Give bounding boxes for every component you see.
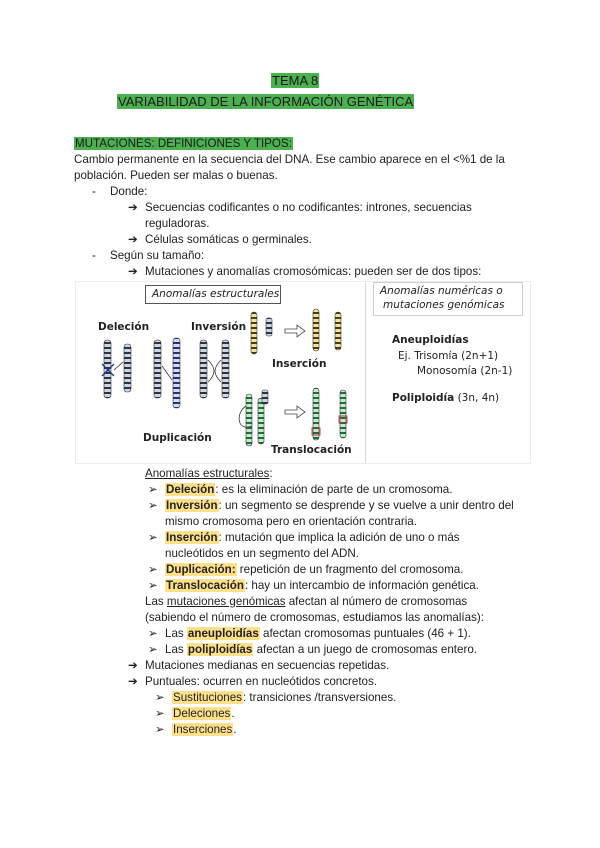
delecion-label: Deleción xyxy=(98,321,150,333)
genomicas-post: afectan al número de cromosomas xyxy=(285,595,468,608)
aneu-post: afectan cromosomas puntuales (46 + 1). xyxy=(259,627,471,640)
deleciones-item xyxy=(172,706,235,721)
triangle-bullet-icon: ➢ xyxy=(155,691,165,704)
inserciones-item xyxy=(172,722,237,737)
triangle-bullet-icon: ➢ xyxy=(148,627,158,640)
arrow-icon: ➔ xyxy=(128,201,138,214)
triangle-bullet-icon: ➢ xyxy=(148,499,158,512)
poliploidias-item xyxy=(165,642,477,657)
medianas-item: Mutaciones medianas en secuencias repetidas. xyxy=(145,659,390,672)
chromosome-figure xyxy=(75,281,531,464)
insercion-label: Inserción xyxy=(272,358,327,370)
section-heading xyxy=(74,136,293,151)
poliploidia-term: Poliploidía xyxy=(392,392,455,404)
inversion-desc-cont: mismo cromosoma pero en orientación contraria. xyxy=(165,515,417,528)
duplicacion-term: Duplicación: xyxy=(166,563,236,576)
poli-term: poliploidías xyxy=(187,643,253,656)
poliploidia-rest: (3n, 4n) xyxy=(454,392,500,404)
tema-title-text: TEMA 8 xyxy=(272,73,319,88)
insercion-chromosomes xyxy=(251,309,341,354)
duplicacion-desc: repetición de un fragmento del cromosoma. xyxy=(236,563,464,576)
inserciones-dot: . xyxy=(233,723,237,736)
inversion-desc: : un segmento se desprende y se vuelve a unir dentro del xyxy=(218,499,514,512)
translocacion-label: Translocación xyxy=(271,444,352,456)
donde-label: Donde: xyxy=(110,185,148,198)
inserciones-term: Inserciones xyxy=(173,723,233,736)
sustituciones-item xyxy=(172,690,396,705)
estructurales-heading-text: Anomalías estructurales xyxy=(145,467,270,480)
duplicacion-label: Duplicación xyxy=(143,432,212,444)
intro-line-1: Cambio permanente en la secuencia del DNA. Ese cambio aparece en el <%1 de la xyxy=(74,153,505,166)
delecion-term: Deleción xyxy=(166,483,215,496)
intro-line-2: población. Pueden ser malas o buenas. xyxy=(74,169,278,182)
inversion-chromosomes xyxy=(200,340,229,398)
delecion-item xyxy=(165,482,452,497)
delecion-chromosomes xyxy=(102,340,131,398)
inversion-item xyxy=(165,498,514,513)
aneuploidias-item xyxy=(165,626,471,641)
tamano-item: Mutaciones y anomalías cromosómicas: pueden ser de dos tipos: xyxy=(145,265,482,278)
insercion-item xyxy=(165,530,460,545)
triangle-bullet-icon: ➢ xyxy=(155,723,165,736)
insercion-desc: : mutación que implica la adición de uno o más xyxy=(218,531,460,544)
triangle-bullet-icon: ➢ xyxy=(148,483,158,496)
donde-bullet: - xyxy=(92,185,96,198)
sustituciones-desc: : transiciones /transversiones. xyxy=(242,691,397,704)
triangle-bullet-icon: ➢ xyxy=(148,563,158,576)
translocacion-chromosomes xyxy=(239,388,347,446)
translocacion-term: Translocación xyxy=(166,579,244,592)
tema-title xyxy=(271,73,319,89)
aneuploidias-label: Aneuploidías xyxy=(392,334,469,346)
estructurales-heading-colon: : xyxy=(269,467,273,480)
triangle-bullet-icon: ➢ xyxy=(148,643,158,656)
inversion-label: Inversión xyxy=(191,321,247,333)
structural-box-title: Anomalías estructurales xyxy=(152,288,280,300)
delecion-desc: : es la eliminación de parte de un cromosoma. xyxy=(215,483,453,496)
arrow-icon: ➔ xyxy=(128,659,138,672)
aneu-pre: Las xyxy=(165,627,187,640)
translocacion-desc: : hay un intercambio de información genética. xyxy=(244,579,479,592)
donde-item-2: Células somáticas o germinales. xyxy=(145,233,312,246)
estructurales-heading xyxy=(145,466,273,481)
insercion-term: Inserción xyxy=(166,531,218,544)
chromosome-drawings xyxy=(76,282,530,463)
numeric-box-title-2: mutaciones genómicas xyxy=(383,299,505,311)
numeric-box-title-1: Anomalías numéricas o xyxy=(380,285,503,297)
tamano-bullet: - xyxy=(92,249,96,262)
donde-item-1-cont: reguladoras. xyxy=(145,217,210,230)
triangle-bullet-icon: ➢ xyxy=(155,707,165,720)
section-heading-text: MUTACIONES: DEFINICIONES Y TIPOS: xyxy=(75,137,292,150)
insercion-desc-cont: nucleótidos en un segmento del ADN. xyxy=(165,547,359,560)
deleciones-term: Deleciones xyxy=(173,707,231,720)
sustituciones-term: Sustituciones xyxy=(173,691,242,704)
page-title xyxy=(117,94,414,110)
deleciones-dot: . xyxy=(231,707,235,720)
arrow-icon: ➔ xyxy=(128,265,138,278)
genomicas-line-2: (sabiendo el número de cromosomas, estudiamos las anomalías): xyxy=(145,611,484,624)
triangle-bullet-icon: ➢ xyxy=(148,579,158,592)
poli-post: afectan a un juego de cromosomas entero. xyxy=(253,643,477,656)
arrow-icon: ➔ xyxy=(128,675,138,688)
monosomia-label: Monosomía (2n-1) xyxy=(417,365,513,377)
genomicas-pre: Las xyxy=(145,595,167,608)
genomicas-line-1 xyxy=(145,594,467,609)
duplicacion-chromosomes xyxy=(154,338,180,408)
poli-pre: Las xyxy=(165,643,187,656)
genomicas-term: mutaciones genómicas xyxy=(166,595,286,608)
page-title-text: VARIABILIDAD DE LA INFORMACIÓN GENÉTICA xyxy=(118,94,414,109)
puntuales-item: Puntuales: ocurren en nucleótidos concretos. xyxy=(145,675,378,688)
donde-item-1: Secuencias codificantes o no codificantes: intrones, secuencias xyxy=(145,201,472,214)
duplicacion-item xyxy=(165,562,463,577)
translocacion-item xyxy=(165,578,479,593)
tamano-label: Según su tamaño: xyxy=(110,249,205,262)
inversion-term: Inversión xyxy=(166,499,218,512)
aneu-term: aneuploidías xyxy=(187,627,259,640)
arrow-icon: ➔ xyxy=(128,233,138,246)
triangle-bullet-icon: ➢ xyxy=(148,531,158,544)
trisomia-label: Ej. Trisomía (2n+1) xyxy=(398,350,499,362)
